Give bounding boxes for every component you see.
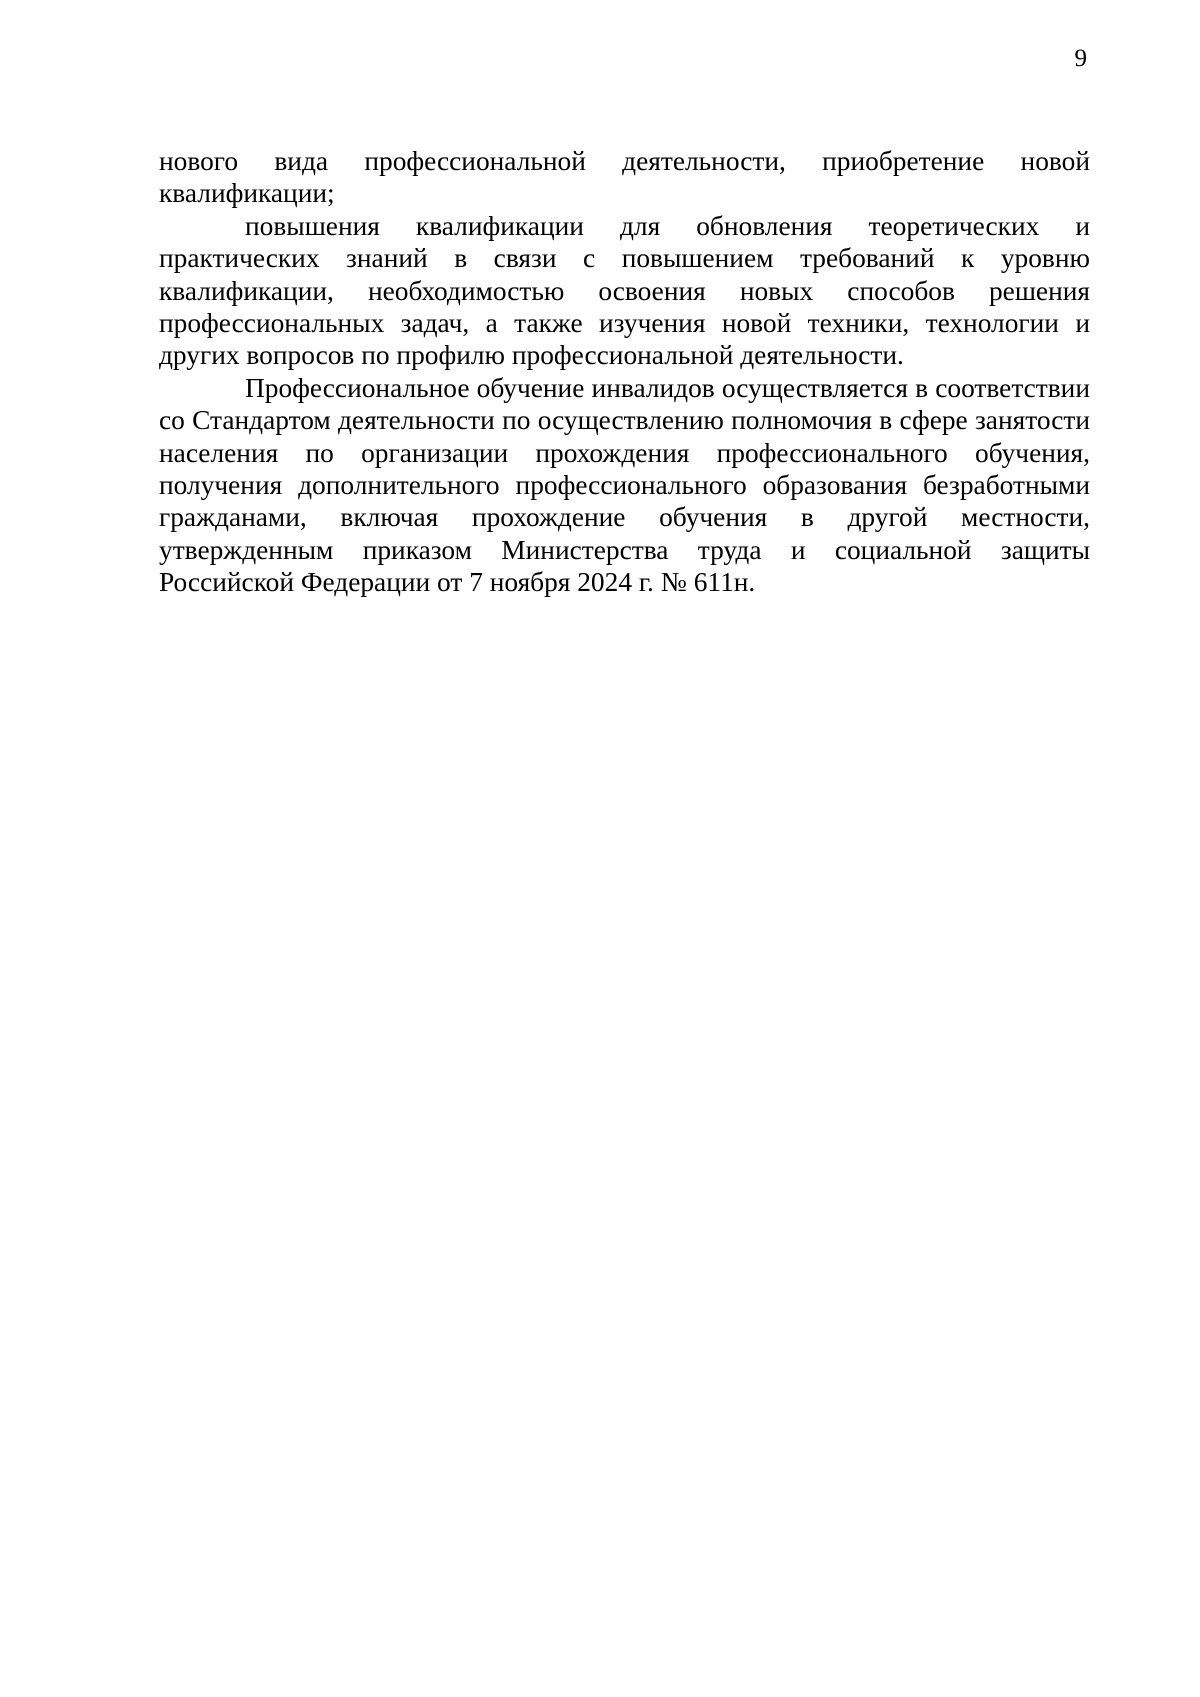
paragraph-qualification-upgrade: повышения квалификации для обновления теоретических и практических знаний в связи с повышением требований к уровню квалификации, необходимостью освоения новых способов решения профессиональных задач, а также изучения новой техники, технологии и других вопросов по профилю профессиональной деятельности. [159, 210, 1090, 371]
document-body [159, 145, 1090, 599]
paragraph-disabled-training: Профессиональное обучение инвалидов осуществляется в соответствии со Стандартом деятельности по осуществлению полномочия в сфере занятости населения по организации прохождения профессионального обучения, получения дополнительного профессионального образования безработными гражданами, включая прохождение обучения в другой местности, утвержденным приказом Министерства труда и социальной защиты Российской Федерации от 7 ноября 2024 г. № 611н. [159, 372, 1090, 598]
paragraph-continuation: нового вида профессиональной деятельности, приобретение новой квалификации; [159, 146, 1090, 209]
page-number: 9 [1074, 45, 1087, 72]
